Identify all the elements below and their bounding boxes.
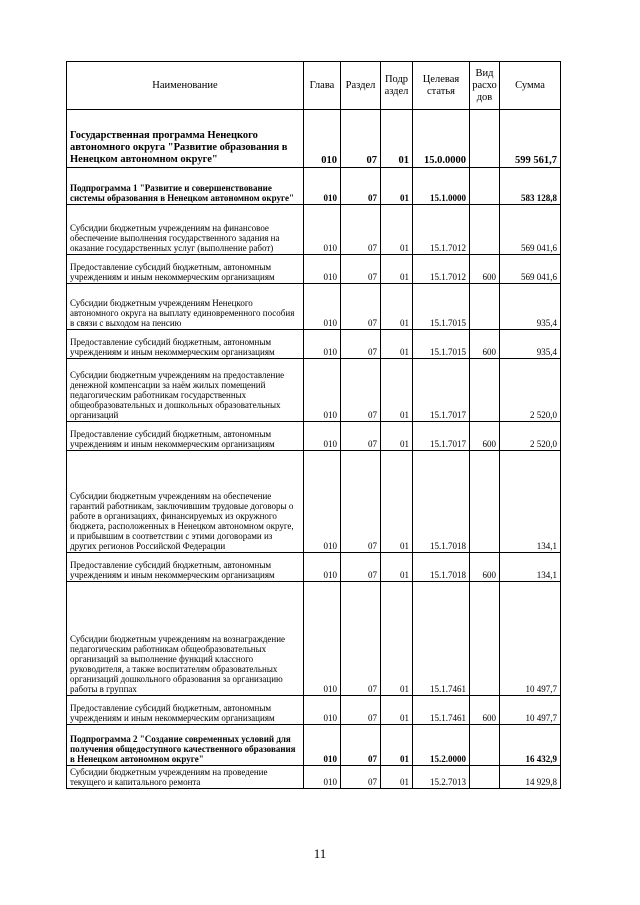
cell-expense-type: 600 [470, 422, 500, 451]
cell-name: Субсидии бюджетным учреждениям на проведение текущего и капитального ремонта [67, 766, 304, 789]
cell-subsection: 01 [381, 330, 413, 359]
cell-target: 15.2.0000 [413, 725, 470, 766]
table-row [67, 284, 561, 330]
cell-chapter: 010 [304, 422, 341, 451]
cell-chapter: 010 [304, 696, 341, 725]
page-number: 11 [313, 846, 327, 861]
table-body [67, 110, 561, 789]
cell-target: 15.2.7013 [413, 766, 470, 789]
header-amount: Сумма [500, 62, 561, 110]
cell-expense-type [470, 725, 500, 766]
cell-subsection: 01 [381, 168, 413, 205]
cell-expense-type [470, 110, 500, 168]
header-expense-type: Вид расхо дов [470, 62, 500, 110]
cell-name: Субсидии бюджетным учреждениям на вознаграждение педагогическим работникам общеобразовательных организаций за выполнение функций классного руководителя, а также воспитателям образовательных организаций дошкольного образования за организацию работы в группах [67, 582, 304, 696]
cell-subsection: 01 [381, 110, 413, 168]
cell-subsection: 01 [381, 255, 413, 284]
cell-expense-type: 600 [470, 553, 500, 582]
cell-target: 15.1.7015 [413, 284, 470, 330]
cell-section: 07 [341, 582, 381, 696]
cell-expense-type [470, 766, 500, 789]
cell-subsection: 01 [381, 205, 413, 255]
cell-section: 07 [341, 205, 381, 255]
cell-chapter: 010 [304, 284, 341, 330]
cell-expense-type [470, 205, 500, 255]
cell-amount: 935,4 [500, 284, 561, 330]
header-chapter: Глава [304, 62, 341, 110]
cell-section: 07 [341, 553, 381, 582]
cell-target: 15.1.7015 [413, 330, 470, 359]
cell-name: Государственная программа Ненецкого автономного округа "Развитие образования в Ненецком автономном округе" [67, 110, 304, 168]
cell-target: 15.1.7017 [413, 359, 470, 422]
table-row [67, 205, 561, 255]
cell-target: 15.0.0000 [413, 110, 470, 168]
cell-chapter: 010 [304, 451, 341, 553]
table-row [67, 451, 561, 553]
cell-target: 15.1.7018 [413, 553, 470, 582]
cell-chapter: 010 [304, 255, 341, 284]
cell-section: 07 [341, 330, 381, 359]
cell-subsection: 01 [381, 422, 413, 451]
cell-expense-type [470, 359, 500, 422]
cell-section: 07 [341, 725, 381, 766]
cell-amount: 2 520,0 [500, 359, 561, 422]
cell-subsection: 01 [381, 284, 413, 330]
cell-name: Предоставление субсидий бюджетным, автономным учреждениям и иным некоммерческим организациям [67, 696, 304, 725]
cell-chapter: 010 [304, 725, 341, 766]
cell-subsection: 01 [381, 582, 413, 696]
cell-chapter: 010 [304, 330, 341, 359]
cell-amount: 16 432,9 [500, 725, 561, 766]
cell-target: 15.1.7012 [413, 205, 470, 255]
table-row [67, 725, 561, 766]
cell-name: Предоставление субсидий бюджетным, автономным учреждениям и иным некоммерческим организациям [67, 422, 304, 451]
cell-name: Субсидии бюджетным учреждениям на предоставление денежной компенсации за наём жилых помещений педагогическим работникам государственных общеобразовательных и дошкольных образовательных организаций [67, 359, 304, 422]
table-row [67, 110, 561, 168]
cell-target: 15.1.7012 [413, 255, 470, 284]
cell-subsection: 01 [381, 451, 413, 553]
cell-section: 07 [341, 359, 381, 422]
cell-chapter: 010 [304, 766, 341, 789]
cell-amount: 599 561,7 [500, 110, 561, 168]
cell-expense-type [470, 168, 500, 205]
cell-expense-type [470, 582, 500, 696]
table-row [67, 582, 561, 696]
cell-target: 15.1.7461 [413, 582, 470, 696]
cell-name: Подпрограмма 2 "Создание современных условий для получения общедоступного качественного образования в Ненецком автономном округе" [67, 725, 304, 766]
cell-section: 07 [341, 696, 381, 725]
budget-table [66, 61, 561, 789]
cell-name: Субсидии бюджетным учреждениям на обеспечение гарантий работникам, заключившим трудовые договоры о работе в организациях, финансируемых из окружного бюджета, расположенных в Ненецком автономном округе, и прибывшим в соответствии с этими договорами из других регионов Российской Федерации [67, 451, 304, 553]
table-row [67, 696, 561, 725]
cell-section: 07 [341, 766, 381, 789]
header-name: Наименование [67, 62, 304, 110]
cell-section: 07 [341, 422, 381, 451]
cell-expense-type: 600 [470, 255, 500, 284]
cell-expense-type: 600 [470, 330, 500, 359]
table-row [67, 422, 561, 451]
cell-subsection: 01 [381, 725, 413, 766]
cell-chapter: 010 [304, 582, 341, 696]
cell-target: 15.1.7461 [413, 696, 470, 725]
table-row [67, 766, 561, 789]
cell-name: Предоставление субсидий бюджетным, автономным учреждениям и иным некоммерческим организациям [67, 330, 304, 359]
cell-subsection: 01 [381, 696, 413, 725]
cell-subsection: 01 [381, 553, 413, 582]
cell-section: 07 [341, 110, 381, 168]
cell-target: 15.1.0000 [413, 168, 470, 205]
cell-name: Подпрограмма 1 "Развитие и совершенствование системы образования в Ненецком автономном округе" [67, 168, 304, 205]
cell-section: 07 [341, 284, 381, 330]
cell-name: Предоставление субсидий бюджетным, автономным учреждениям и иным некоммерческим организациям [67, 553, 304, 582]
cell-amount: 2 520,0 [500, 422, 561, 451]
cell-subsection: 01 [381, 359, 413, 422]
table-header-row [67, 62, 561, 110]
header-section: Раздел [341, 62, 381, 110]
cell-expense-type [470, 451, 500, 553]
header-subsection: Подр аздел [381, 62, 413, 110]
cell-chapter: 010 [304, 168, 341, 205]
table-row [67, 168, 561, 205]
cell-amount: 14 929,8 [500, 766, 561, 789]
cell-name: Субсидии бюджетным учреждениям Ненецкого автономного округа на выплату единовременного пособия в связи с выходом на пенсию [67, 284, 304, 330]
cell-section: 07 [341, 451, 381, 553]
cell-chapter: 010 [304, 110, 341, 168]
table-row [67, 553, 561, 582]
cell-amount: 134,1 [500, 553, 561, 582]
cell-amount: 10 497,7 [500, 696, 561, 725]
table-row [67, 330, 561, 359]
cell-subsection: 01 [381, 766, 413, 789]
cell-amount: 134,1 [500, 451, 561, 553]
cell-section: 07 [341, 255, 381, 284]
cell-chapter: 010 [304, 205, 341, 255]
table-row [67, 359, 561, 422]
cell-amount: 569 041,6 [500, 205, 561, 255]
cell-amount: 935,4 [500, 330, 561, 359]
cell-name: Субсидии бюджетным учреждениям на финансовое обеспечение выполнения государственного задания на оказание государственных услуг (выполнение работ) [67, 205, 304, 255]
cell-chapter: 010 [304, 553, 341, 582]
cell-target: 15.1.7017 [413, 422, 470, 451]
cell-amount: 583 128,8 [500, 168, 561, 205]
cell-target: 15.1.7018 [413, 451, 470, 553]
cell-amount: 569 041,6 [500, 255, 561, 284]
cell-chapter: 010 [304, 359, 341, 422]
cell-amount: 10 497,7 [500, 582, 561, 696]
header-target: Целевая статья [413, 62, 470, 110]
table-row [67, 255, 561, 284]
cell-expense-type [470, 284, 500, 330]
cell-expense-type: 600 [470, 696, 500, 725]
cell-name: Предоставление субсидий бюджетным, автономным учреждениям и иным некоммерческим организациям [67, 255, 304, 284]
cell-section: 07 [341, 168, 381, 205]
